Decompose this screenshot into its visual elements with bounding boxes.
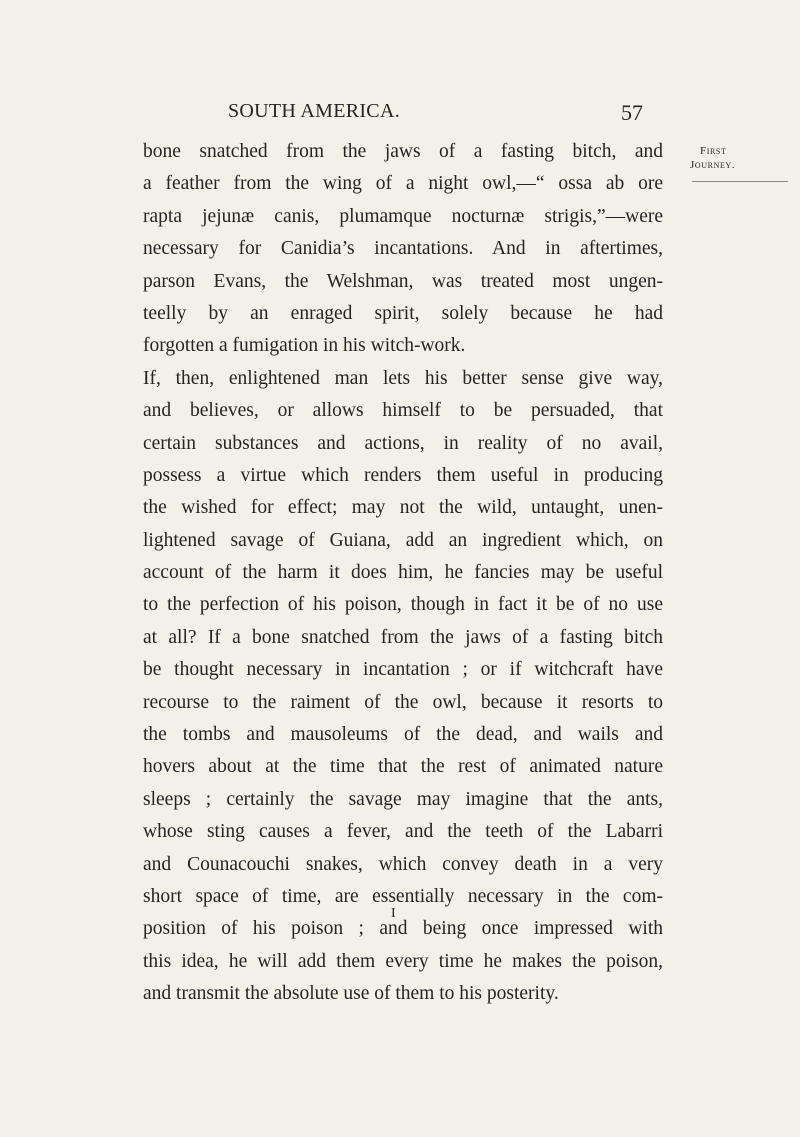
text-line: lightened savage of Guiana, add an ingredient which, on bbox=[143, 529, 663, 551]
marginal-rule bbox=[692, 181, 788, 182]
marginal-note-line-1: First bbox=[700, 145, 727, 157]
running-title: SOUTH AMERICA. bbox=[228, 100, 400, 122]
page-number: 57 bbox=[621, 100, 643, 125]
text-line: possess a virtue which renders them useful in producing bbox=[143, 464, 663, 486]
text-line: the wished for effect; may not the wild, untaught, unen- bbox=[143, 497, 663, 519]
running-head bbox=[0, 100, 800, 130]
text-line: and believes, or allows himself to be persuaded, that bbox=[143, 400, 663, 422]
text-line: necessary for Canidia’s incantations. And in aftertimes, bbox=[143, 238, 663, 260]
text-line: hovers about at the time that the rest of animated nature bbox=[143, 756, 663, 778]
body-text bbox=[143, 136, 663, 1011]
text-line: short space of time, are essentially necessary in the com- bbox=[143, 885, 663, 907]
text-line: forgotten a fumigation in his witch-work. bbox=[143, 335, 466, 357]
text-line: rapta jejunæ canis, plumamque nocturnæ strigis,”—were bbox=[143, 205, 663, 227]
marginal-note bbox=[690, 144, 800, 172]
signature-mark: I bbox=[391, 906, 396, 921]
text-line: recourse to the raiment of the owl, because it resorts to bbox=[143, 691, 663, 713]
text-line: sleeps ; certainly the savage may imagine that the ants, bbox=[143, 788, 663, 810]
text-line: whose sting causes a fever, and the teeth of the Labarri bbox=[143, 821, 663, 843]
text-line: teelly by an enraged spirit, solely because he had bbox=[143, 302, 663, 324]
text-line: account of the harm it does him, he fancies may be useful bbox=[143, 562, 663, 584]
marginal-note-line-2: Journey. bbox=[690, 159, 736, 171]
text-line: bone snatched from the jaws of a fasting bitch, and bbox=[143, 141, 663, 162]
text-line: to the perfection of his poison, though in fact it be of no use bbox=[143, 594, 663, 616]
text-line: position of his poison ; and being once impressed with bbox=[143, 918, 663, 940]
text-line: the tombs and mausoleums of the dead, and wails and bbox=[143, 724, 663, 746]
text-line: this idea, he will add them every time he makes the poison, bbox=[143, 950, 663, 972]
text-line: be thought necessary in incantation ; or if witchcraft have bbox=[143, 659, 663, 681]
text-line: at all? If a bone snatched from the jaws of a fasting bitch bbox=[143, 626, 663, 648]
text-line: a feather from the wing of a night owl,—“ ossa ab ore bbox=[143, 173, 663, 195]
text-line: and Counacouchi snakes, which convey death in a very bbox=[143, 853, 663, 875]
text-line: parson Evans, the Welshman, was treated most ungen- bbox=[143, 270, 663, 292]
text-line: If, then, enlightened man lets his better sense give way, bbox=[143, 367, 663, 389]
text-line: and transmit the absolute use of them to his posterity. bbox=[143, 983, 559, 1005]
text-line: certain substances and actions, in reality of no avail, bbox=[143, 432, 663, 454]
